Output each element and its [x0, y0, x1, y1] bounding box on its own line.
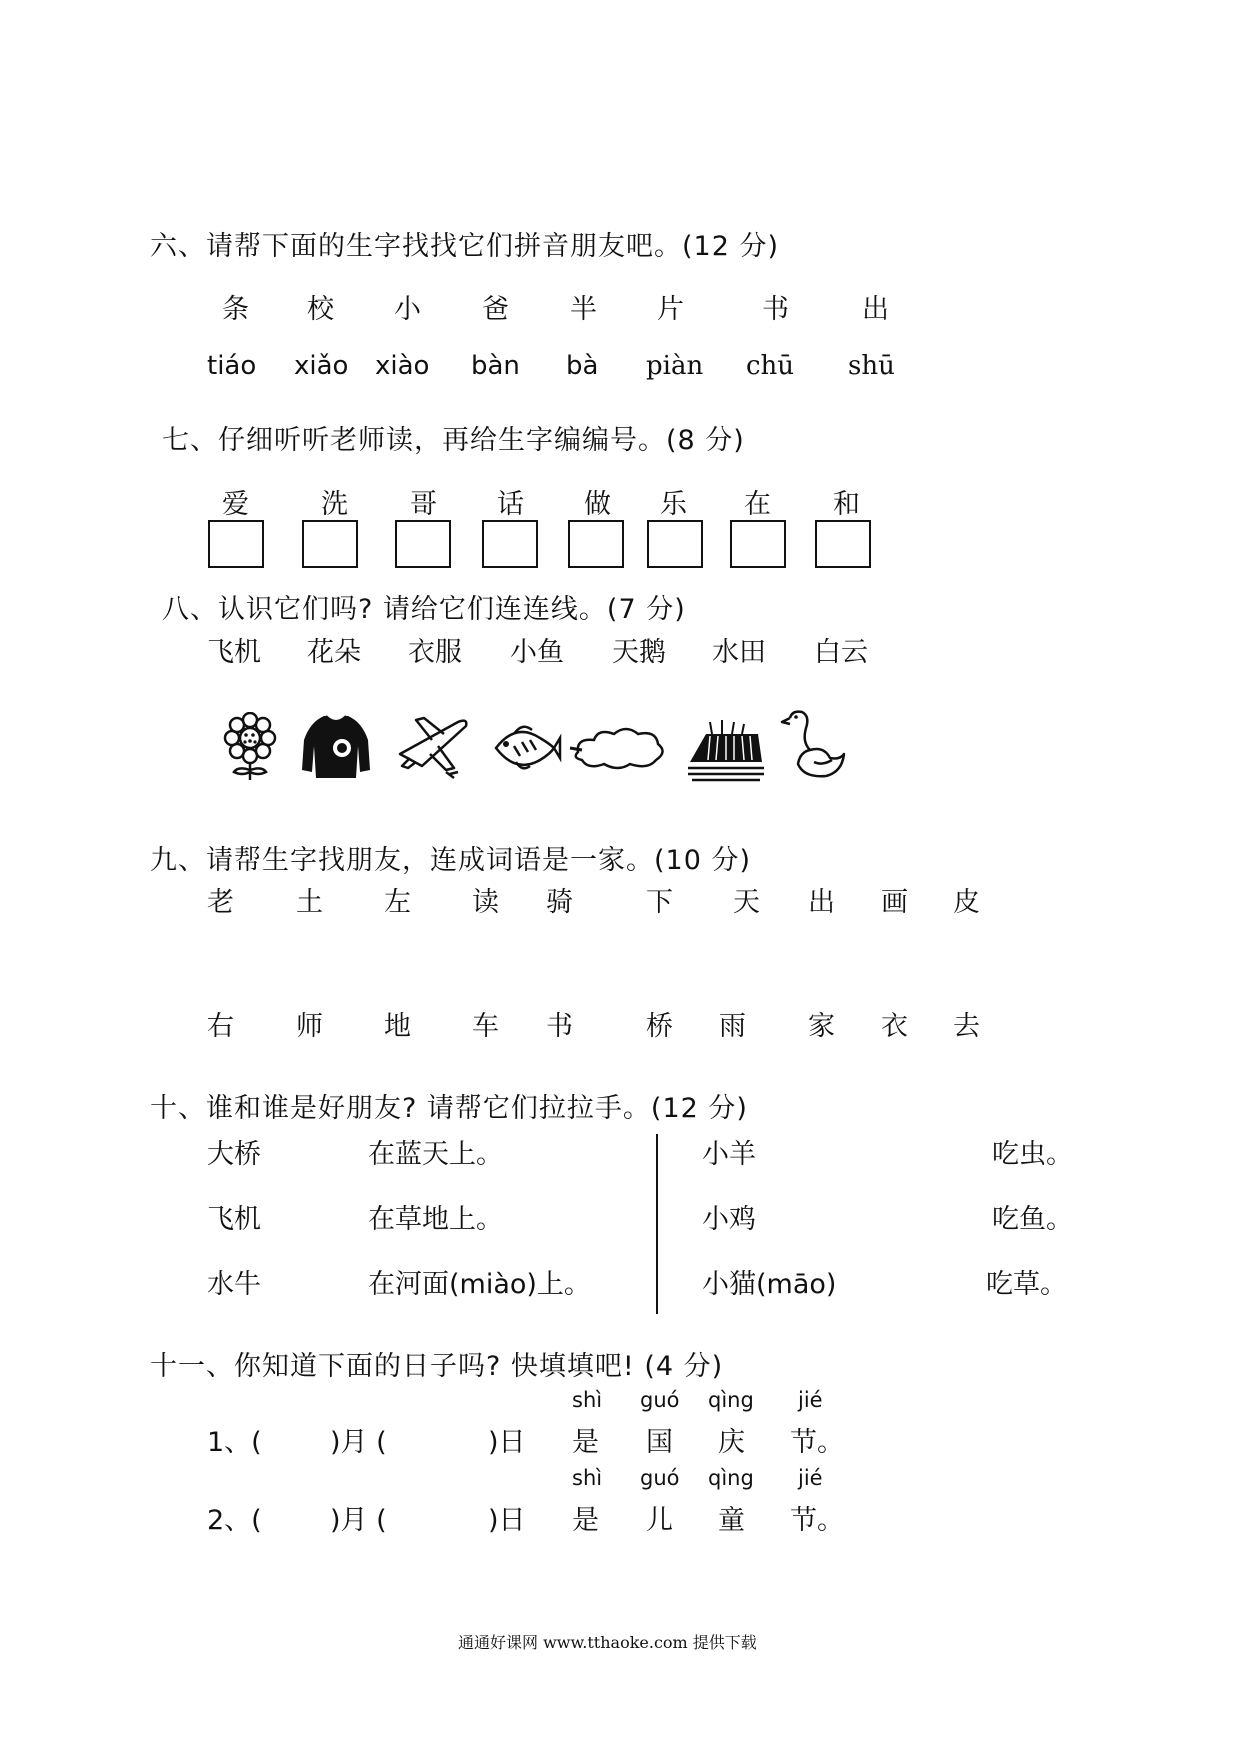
hanzi-char: 条: [222, 294, 249, 325]
word-label: 衣服: [408, 637, 462, 668]
hanzi-char: 下: [646, 887, 673, 918]
day-label: )日: [488, 1427, 526, 1458]
pinyin: tiáo: [207, 351, 257, 381]
hanzi-char: 半: [570, 294, 597, 325]
row-prefix: 1、(: [207, 1427, 262, 1458]
word-label: 天鹅: [612, 637, 666, 668]
number-answer-box[interactable]: [395, 520, 451, 568]
hanzi-char: 土: [296, 887, 323, 918]
day-label: )日: [488, 1505, 526, 1536]
hanzi-char: 国: [646, 1427, 673, 1458]
word-label: 小鱼: [510, 637, 564, 668]
section-6-heading: 六、请帮下面的生字找找它们拼音朋友吧。(12 分): [150, 231, 780, 262]
cloud-picture: [568, 712, 668, 782]
subject-label: 飞机: [207, 1204, 261, 1235]
hanzi-char: 节。: [790, 1505, 844, 1536]
hanzi-char: 童: [718, 1505, 745, 1536]
hanzi-char: 做: [584, 489, 611, 520]
pinyin: xiào: [375, 351, 430, 381]
section-10-heading: 十、谁和谁是好朋友? 请帮它们拉拉手。(12 分): [150, 1093, 748, 1124]
hanzi-char: 话: [497, 489, 524, 520]
hanzi-char: 爸: [482, 294, 509, 325]
hanzi-char: 片: [657, 294, 684, 325]
animal-label: 小鸡: [702, 1204, 756, 1235]
month-label: )月 (: [330, 1505, 387, 1536]
animal-label: 小猫(māo): [702, 1269, 837, 1300]
number-answer-box[interactable]: [302, 520, 358, 568]
hanzi-char: 右: [207, 1011, 234, 1042]
number-answer-box[interactable]: [647, 520, 703, 568]
day-blank[interactable]: [416, 1422, 486, 1452]
hanzi-char: 小: [394, 294, 421, 325]
section-8-heading: 八、认识它们吗? 请给它们连连线。(7 分): [162, 594, 686, 625]
hanzi-char: 骑: [546, 887, 573, 918]
pinyin: guó: [640, 1388, 680, 1412]
hanzi-char: 乐: [660, 489, 687, 520]
hanzi-char: 皮: [953, 887, 980, 918]
number-answer-box[interactable]: [482, 520, 538, 568]
hanzi-char: 爱: [222, 489, 249, 520]
hanzi-char: 地: [384, 1011, 411, 1042]
pinyin: bàn: [471, 351, 520, 381]
hanzi-char: 洗: [321, 489, 348, 520]
section-7-heading: 七、仔细听听老师读，再给生字编编号。(8 分): [162, 425, 745, 456]
word-label: 飞机: [207, 637, 261, 668]
sunflower-picture: [220, 712, 280, 782]
column-divider: [656, 1134, 658, 1314]
hanzi-char: 去: [953, 1011, 980, 1042]
hanzi-char: 书: [546, 1011, 573, 1042]
pinyin: chū: [746, 351, 795, 381]
hanzi-char: 雨: [719, 1011, 746, 1042]
hanzi-char: 是: [572, 1427, 599, 1458]
food-label: 吃虫。: [992, 1139, 1073, 1170]
hanzi-char: 儿: [646, 1505, 673, 1536]
number-answer-box[interactable]: [730, 520, 786, 568]
hanzi-char: 家: [808, 1011, 835, 1042]
hanzi-char: 出: [808, 887, 835, 918]
swan-picture: [780, 708, 850, 782]
hanzi-char: 师: [296, 1011, 323, 1042]
pinyin: shū: [848, 351, 895, 381]
word-label: 白云: [814, 637, 868, 668]
animal-label: 小羊: [702, 1139, 756, 1170]
pinyin: qìng: [708, 1388, 754, 1412]
hanzi-char: 画: [881, 887, 908, 918]
hanzi-char: 和: [833, 489, 860, 520]
hanzi-char: 左: [384, 887, 411, 918]
section-9-heading: 九、请帮生字找朋友，连成词语是一家。(10 分): [150, 845, 752, 876]
hanzi-char: 读: [472, 887, 499, 918]
hanzi-char: 是: [572, 1505, 599, 1536]
day-blank[interactable]: [416, 1500, 486, 1530]
pinyin: qìng: [708, 1466, 754, 1490]
hanzi-char: 节。: [790, 1427, 844, 1458]
place-label: 在草地上。: [368, 1204, 503, 1235]
number-answer-box[interactable]: [208, 520, 264, 568]
row-prefix: 2、(: [207, 1505, 262, 1536]
food-label: 吃草。: [986, 1269, 1067, 1300]
pinyin: shì: [572, 1466, 603, 1490]
hanzi-char: 老: [207, 887, 234, 918]
place-label: 在河面(miào)上。: [368, 1269, 591, 1300]
pinyin: jié: [798, 1388, 823, 1412]
sweater-picture: [296, 712, 376, 782]
pinyin: piàn: [646, 351, 704, 381]
hanzi-char: 出: [862, 294, 889, 325]
fish-picture: [492, 712, 562, 782]
hanzi-char: 桥: [646, 1011, 673, 1042]
number-answer-box[interactable]: [568, 520, 624, 568]
pinyin: shì: [572, 1388, 603, 1412]
hanzi-char: 在: [744, 489, 771, 520]
pinyin: xiǎo: [294, 351, 349, 381]
hanzi-char: 哥: [410, 489, 437, 520]
section-11-heading: 十一、你知道下面的日子吗? 快填填吧! (4 分): [150, 1351, 724, 1382]
month-blank[interactable]: [264, 1500, 324, 1530]
airplane-picture: [392, 712, 472, 782]
footer-credit: 通通好课网 www.tthaoke.com 提供下载: [458, 1633, 757, 1652]
word-label: 花朵: [307, 637, 361, 668]
word-label: 水田: [712, 637, 766, 668]
place-label: 在蓝天上。: [368, 1139, 503, 1170]
pinyin: guó: [640, 1466, 680, 1490]
pinyin: bà: [566, 351, 599, 381]
food-label: 吃鱼。: [992, 1204, 1073, 1235]
pinyin: jié: [798, 1466, 823, 1490]
hanzi-char: 车: [472, 1011, 499, 1042]
hanzi-char: 书: [762, 294, 789, 325]
paddy-field-picture: [686, 712, 766, 782]
subject-label: 水牛: [207, 1269, 261, 1300]
hanzi-char: 校: [307, 294, 334, 325]
hanzi-char: 庆: [718, 1427, 745, 1458]
subject-label: 大桥: [207, 1139, 261, 1170]
month-blank[interactable]: [264, 1422, 324, 1452]
month-label: )月 (: [330, 1427, 387, 1458]
hanzi-char: 衣: [881, 1011, 908, 1042]
number-answer-box[interactable]: [815, 520, 871, 568]
hanzi-char: 天: [733, 887, 760, 918]
